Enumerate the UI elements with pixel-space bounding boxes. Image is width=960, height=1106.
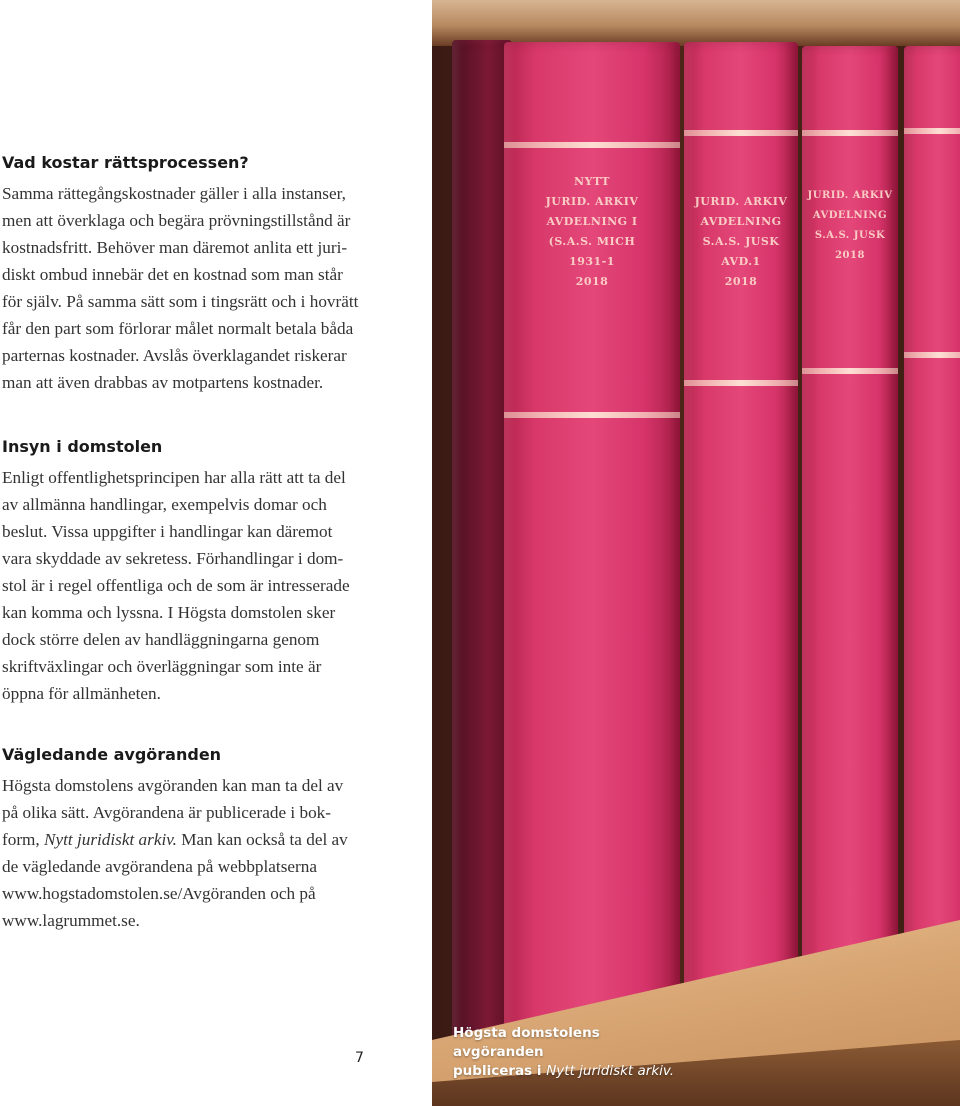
section-body xyxy=(2,180,402,396)
body-line: på olika sätt. Avgörandena är publicerade i bok- xyxy=(2,803,331,822)
spine-band xyxy=(684,380,798,386)
spine-text: (S.A.S. MICH xyxy=(548,235,636,248)
spine-band xyxy=(504,412,680,418)
body-line: Enligt offentlighetsprincipen har alla rätt att ta del xyxy=(2,468,346,487)
spine-lettering xyxy=(546,172,639,292)
spine-text: 2018 xyxy=(575,275,609,288)
book-spine xyxy=(684,42,798,1047)
body-line: stol är i regel offentliga och de som är intresserade xyxy=(2,576,350,595)
page-number: 7 xyxy=(355,1050,364,1066)
section-guiding-rulings xyxy=(2,744,402,934)
body-line: Högsta domstolens avgöranden kan man ta del av xyxy=(2,776,344,795)
body-line: dock större delen av handläggningarna genom xyxy=(2,630,320,649)
publication-title: Nytt juridiskt arkiv. xyxy=(546,1063,675,1079)
spine-band xyxy=(504,142,680,148)
body-line: vara skyddade av sekretess. Förhandlingar i dom- xyxy=(2,549,344,568)
body-line: men att överklaga och begära prövningstillstånd är xyxy=(2,211,351,230)
section-body xyxy=(2,464,402,707)
caption-line: Högsta domstolens avgöranden xyxy=(453,1025,600,1060)
body-line: Samma rättegångskostnader gäller i alla instanser, xyxy=(2,184,346,203)
spine-text: AVDELNING xyxy=(812,210,888,221)
body-line: för själv. På samma sätt som i tingsrätt och i hovrätt xyxy=(2,292,359,311)
website-link[interactable]: www.hogstadomstolen.se/Avgöranden och på xyxy=(2,884,316,903)
spine-text: 1931-1 xyxy=(569,255,615,268)
spine-lettering xyxy=(808,186,893,266)
body-line: diskt ombud innebär det en kostnad som man står xyxy=(2,265,343,284)
book-spine xyxy=(802,46,898,996)
publication-title: Nytt juridiskt arkiv. xyxy=(44,830,177,849)
spine-band xyxy=(802,130,898,136)
spine-text: AVDELNING I xyxy=(546,215,638,228)
body-line: öppna för allmänheten. xyxy=(2,684,161,703)
body-line: beslut. Vissa uppgifter i handlingar kan däremot xyxy=(2,522,333,541)
spine-text: 2018 xyxy=(724,275,758,288)
body-line: får den part som förlorar målet normalt betala båda xyxy=(2,319,354,338)
body-line: kan komma och lyssna. I Högsta domstolen sker xyxy=(2,603,336,622)
spine-text: JURID. ARKIV xyxy=(545,195,639,208)
body-line: kostnadsfritt. Behöver man däremot anlita ett juri- xyxy=(2,238,348,257)
section-heading: Vad kostar rättsprocessen? xyxy=(2,153,249,172)
shelf-top xyxy=(432,0,960,46)
section-heading: Insyn i domstolen xyxy=(2,437,163,456)
body-line: av allmänna handlingar, exempelvis domar och xyxy=(2,495,327,514)
spine-text: AVDELNING xyxy=(700,215,782,228)
bookshelf-photo xyxy=(432,0,960,1106)
section-body xyxy=(2,772,402,934)
section-transparency xyxy=(2,436,402,707)
spine-text: AVD.1 xyxy=(721,255,761,268)
spine-text: S.A.S. JUSK xyxy=(702,235,780,248)
book-spine xyxy=(904,46,960,946)
body-line: skriftväxlingar och överläggningar som inte är xyxy=(2,657,322,676)
book-spine xyxy=(504,42,680,1072)
spine-band xyxy=(684,130,798,136)
spine-text: NYTT xyxy=(574,175,610,188)
photo-caption xyxy=(453,1024,683,1081)
body-line: de vägledande avgörandena på webbplatserna xyxy=(2,857,317,876)
body-line: form, xyxy=(2,830,45,849)
spine-text: JURID. ARKIV xyxy=(807,190,893,201)
text-column xyxy=(0,0,432,1106)
spine-text: 2018 xyxy=(835,250,865,261)
body-line: parternas kostnader. Avslås överklagandet riskerar xyxy=(2,346,347,365)
spine-text: JURID. ARKIV xyxy=(694,195,788,208)
caption-line: publiceras i xyxy=(453,1063,547,1079)
spine-band xyxy=(904,128,960,134)
section-heading: Vägledande avgöranden xyxy=(2,745,222,764)
spine-lettering xyxy=(695,192,788,292)
book-spine xyxy=(452,40,512,1040)
spine-band xyxy=(904,352,960,358)
section-costs xyxy=(2,152,402,396)
spine-text: S.A.S. JUSK xyxy=(814,230,886,241)
body-line: Man kan också ta del av xyxy=(176,830,348,849)
website-link[interactable]: www.lagrummet.se. xyxy=(2,911,140,930)
body-line: man att även drabbas av motpartens kostnader. xyxy=(2,373,324,392)
spine-band xyxy=(802,368,898,374)
